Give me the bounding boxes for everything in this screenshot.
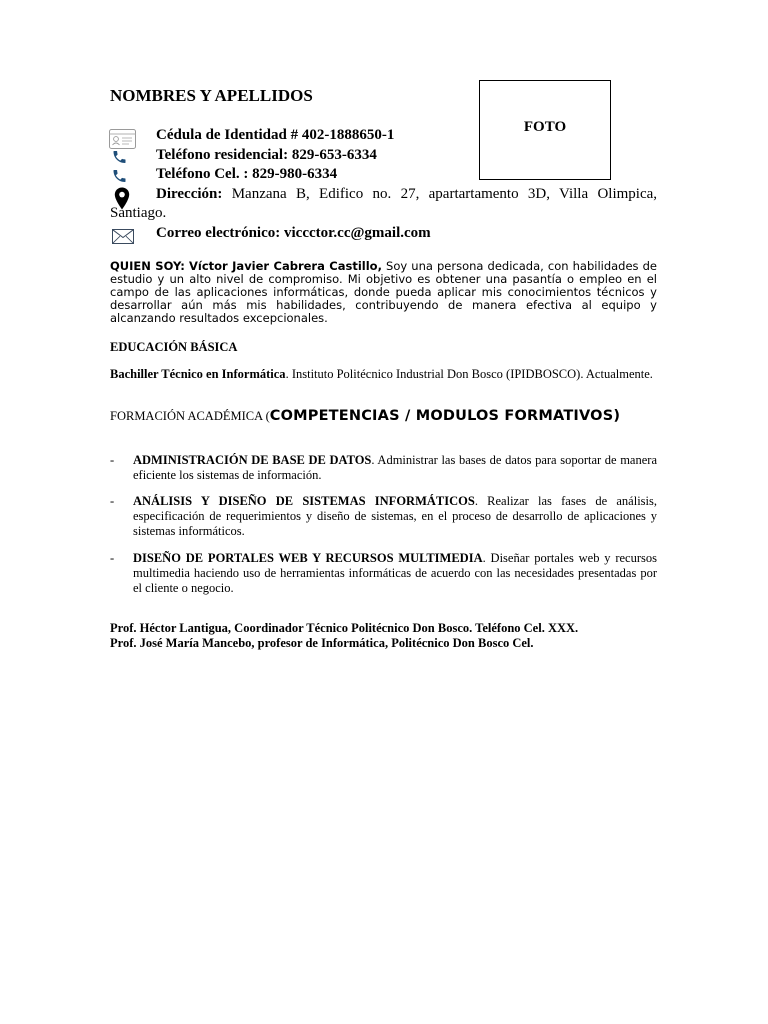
email: Correo electrónico: viccctor.cc@gmail.com [156,225,431,241]
list-bullet: - [110,551,115,565]
training-heading-main: COMPETENCIAS / MODULOS FORMATIVOS) [269,408,621,424]
phone-icon [111,149,128,165]
id-card-number: Cédula de Identidad # 402-1888650-1 [156,127,395,143]
list-bullet: - [110,453,115,467]
about-paragraph [110,260,657,325]
address-label: Dirección: [156,186,223,202]
about-name: Víctor Javier Cabrera Castillo, [188,259,382,273]
list-item [110,453,657,483]
education-degree: Bachiller Técnico en Informática [110,367,286,381]
training-heading-prefix: FORMACIÓN ACADÉMICA ( [110,409,270,423]
photo-placeholder [479,80,611,180]
id-card-icon [109,129,136,149]
module-title: ADMINISTRACIÓN DE BASE DE DATOS [133,453,372,467]
list-item [110,551,657,596]
education-heading: EDUCACIÓN BÁSICA [110,340,238,354]
cell-phone: Teléfono Cel. : 829-980-6334 [156,166,338,182]
module-text: . Administrar las bases de datos para soportar de manera eficiente los sistemas de información. [133,453,657,482]
address-value: Manzana B, Edifico no. 27, apartartamento 3D, Villa Olimpica, Santiago. [110,186,658,221]
address [110,185,657,223]
list-item [110,494,657,539]
module-text: . Diseñar portales web y recursos multimedia haciendo uso de herramientas informáticas de acuerdo con las necesidades presentadas por el cliente o negocio. [133,551,657,595]
training-heading [110,408,620,424]
name-heading: NOMBRES Y APELLIDOS [110,86,313,105]
education-entry [110,367,657,382]
module-text: . Realizar las fases de análisis, especificación de requerimientos y diseño de sistemas, en el proceso de desarrollo de aplicaciones y sistemas informáticos. [133,494,657,538]
home-phone: Teléfono residencial: 829-653-6334 [156,147,377,163]
list-bullet: - [110,494,115,508]
education-detail: . Instituto Politécnico Industrial Don Bosco (IPIDBOSCO). Actualmente. [285,367,653,381]
phone-icon [111,168,128,184]
about-text: Soy una persona dedicada, con habilidades de estudio y un alto nivel de compromiso. Mi objetivo es obtener una pasantía o empleo en el campo de las aplicaciones informáticas, donde pueda aplicar mis conocimientos técnicos y desarrollar aún más mis habilidades, contribuyendo de manera efectiva al equipo y alcanzando resultados excepcionales. [110,259,658,325]
about-label: QUIEN SOY: [110,259,185,273]
module-title: ANÁLISIS Y DISEÑO DE SISTEMAS INFORMÁTICOS [133,494,475,508]
reference-item: Prof. Héctor Lantigua, Coordinador Técnico Politécnico Don Bosco. Teléfono Cel. XXX. [110,621,579,635]
module-title: DISEÑO DE PORTALES WEB Y RECURSOS MULTIMEDIA [133,551,483,565]
reference-item: Prof. José María Mancebo, profesor de Informática, Politécnico Don Bosco Cel. [110,636,534,650]
photo-label: FOTO [523,119,567,135]
envelope-icon [112,229,134,244]
